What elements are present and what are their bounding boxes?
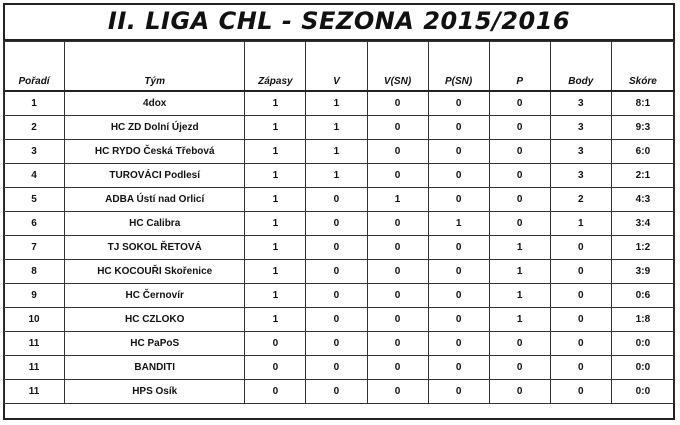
cell-wins-so: 1 [367,188,428,212]
cell-points: 3 [550,91,611,116]
cell-points: 0 [550,308,611,332]
cell-points: 1 [550,212,611,236]
cell-losses-so: 0 [428,308,489,332]
cell-losses: 0 [489,212,550,236]
cell-rank: 2 [4,116,65,140]
cell-points: 3 [550,116,611,140]
cell-score: 0:0 [611,356,674,380]
cell-wins-so: 0 [367,332,428,356]
cell-team: HC Černovír [65,284,245,308]
table-row [4,188,675,212]
cell-team: BANDITI [65,356,245,380]
cell-rank: 8 [4,260,65,284]
table-body [4,91,675,404]
cell-rank: 11 [4,332,65,356]
header-games: Zápasy [245,42,306,92]
cell-score: 3:9 [611,260,674,284]
table-row [4,212,675,236]
cell-losses-so: 0 [428,332,489,356]
cell-games: 1 [245,91,306,116]
cell-losses: 1 [489,284,550,308]
cell-team: HC ZD Dolní Újezd [65,116,245,140]
cell-wins-so: 0 [367,380,428,404]
header-wins-so: V(SN) [367,42,428,92]
header-losses: P [489,42,550,92]
cell-team: HC Calibra [65,212,245,236]
header-score: Skóre [611,42,674,92]
cell-score: 2:1 [611,164,674,188]
cell-losses: 1 [489,236,550,260]
cell-points: 0 [550,284,611,308]
table-row [4,308,675,332]
table-row [4,140,675,164]
cell-score: 4:3 [611,188,674,212]
cell-losses: 1 [489,260,550,284]
cell-points: 0 [550,332,611,356]
cell-wins: 1 [306,164,367,188]
cell-rank: 9 [4,284,65,308]
cell-losses: 0 [489,140,550,164]
cell-games: 1 [245,308,306,332]
header-row [4,42,675,92]
cell-score: 1:8 [611,308,674,332]
cell-rank: 1 [4,91,65,116]
cell-games: 1 [245,164,306,188]
header-rank: Pořadí [4,42,65,92]
cell-rank: 4 [4,164,65,188]
cell-rank: 10 [4,308,65,332]
cell-rank: 11 [4,356,65,380]
cell-losses-so: 0 [428,140,489,164]
cell-wins-so: 0 [367,116,428,140]
cell-losses: 0 [489,164,550,188]
cell-score: 0:6 [611,284,674,308]
header-points: Body [550,42,611,92]
cell-games: 1 [245,140,306,164]
cell-losses: 0 [489,91,550,116]
page-title: II. LIGA CHL - SEZONA 2015/2016 [3,3,675,41]
cell-games: 1 [245,212,306,236]
cell-losses: 1 [489,308,550,332]
cell-score: 9:3 [611,116,674,140]
cell-score: 1:2 [611,236,674,260]
cell-losses-so: 0 [428,236,489,260]
cell-wins-so: 0 [367,356,428,380]
cell-losses: 0 [489,188,550,212]
cell-wins: 0 [306,380,367,404]
cell-wins-so: 0 [367,284,428,308]
cell-losses-so: 0 [428,380,489,404]
cell-points: 2 [550,188,611,212]
table-row [4,260,675,284]
cell-rank: 5 [4,188,65,212]
cell-score: 8:1 [611,91,674,116]
cell-losses-so: 0 [428,260,489,284]
table-row [4,164,675,188]
cell-points: 0 [550,356,611,380]
cell-wins: 0 [306,308,367,332]
cell-wins-so: 0 [367,91,428,116]
cell-team: TJ SOKOL ŘETOVÁ [65,236,245,260]
cell-losses-so: 0 [428,284,489,308]
cell-wins-so: 0 [367,140,428,164]
cell-losses-so: 0 [428,188,489,212]
header-losses-so: P(SN) [428,42,489,92]
cell-losses-so: 0 [428,91,489,116]
cell-wins: 0 [306,284,367,308]
cell-team: HC CZLOKO [65,308,245,332]
cell-points: 3 [550,164,611,188]
cell-team: HC KOCOUŘI Skořenice [65,260,245,284]
cell-rank: 3 [4,140,65,164]
cell-losses-so: 0 [428,164,489,188]
cell-games: 0 [245,356,306,380]
cell-points: 0 [550,380,611,404]
cell-wins-so: 0 [367,236,428,260]
cell-points: 0 [550,236,611,260]
cell-wins-so: 0 [367,212,428,236]
cell-games: 1 [245,188,306,212]
cell-score: 3:4 [611,212,674,236]
cell-losses-so: 0 [428,116,489,140]
cell-wins: 0 [306,212,367,236]
cell-team: HC PaPoS [65,332,245,356]
cell-team: TUROVÁCI Podlesí [65,164,245,188]
cell-wins: 1 [306,91,367,116]
cell-score: 0:0 [611,380,674,404]
header-wins: V [306,42,367,92]
cell-wins: 0 [306,332,367,356]
cell-wins: 0 [306,260,367,284]
cell-team: ADBA Ústí nad Orlicí [65,188,245,212]
cell-score: 0:0 [611,332,674,356]
cell-losses: 0 [489,332,550,356]
cell-team: HPS Osík [65,380,245,404]
table-row [4,116,675,140]
cell-rank: 11 [4,380,65,404]
cell-score: 6:0 [611,140,674,164]
cell-games: 1 [245,236,306,260]
cell-rank: 7 [4,236,65,260]
standings-table [3,41,675,404]
cell-losses: 0 [489,356,550,380]
cell-wins: 1 [306,116,367,140]
cell-wins-so: 0 [367,308,428,332]
cell-rank: 6 [4,212,65,236]
cell-losses: 0 [489,116,550,140]
cell-games: 0 [245,332,306,356]
cell-games: 0 [245,380,306,404]
cell-wins: 0 [306,188,367,212]
cell-wins: 0 [306,356,367,380]
table-row [4,380,675,404]
cell-points: 0 [550,260,611,284]
cell-games: 1 [245,260,306,284]
cell-losses-so: 1 [428,212,489,236]
cell-wins: 1 [306,140,367,164]
cell-games: 1 [245,116,306,140]
cell-wins-so: 0 [367,260,428,284]
cell-losses-so: 0 [428,356,489,380]
cell-losses: 0 [489,380,550,404]
header-team: Tým [65,42,245,92]
cell-games: 1 [245,284,306,308]
table-row [4,91,675,116]
cell-team: HC RYDO Česká Třebová [65,140,245,164]
cell-team: 4dox [65,91,245,116]
cell-wins: 0 [306,236,367,260]
table-row [4,356,675,380]
table-row [4,332,675,356]
table-row [4,236,675,260]
table-row [4,284,675,308]
cell-wins-so: 0 [367,164,428,188]
cell-points: 3 [550,140,611,164]
